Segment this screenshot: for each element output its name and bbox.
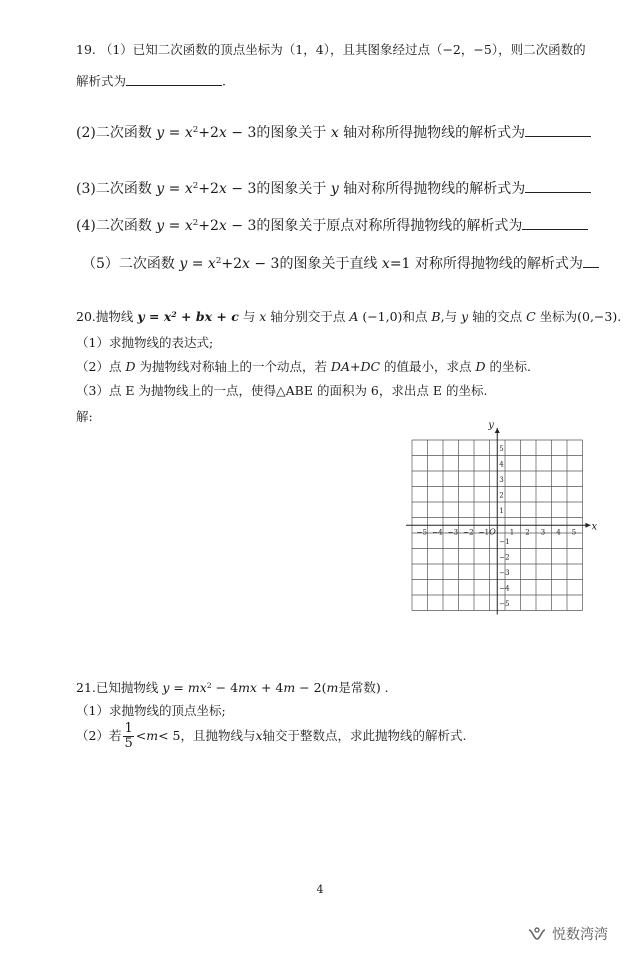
q19-part3: (3)二次函数 $y = x^2+2x - 3$的图象关于 y 轴对称所得抛物线的解析式为: [76, 180, 591, 196]
page-number: 4: [316, 883, 324, 896]
q20-sub3: （3）点 E 为抛物线上的一点，使得△ABE 的面积为 6，求出点 E 的坐标.: [76, 383, 488, 398]
y-tick-label: −2: [499, 553, 510, 562]
q21-sub2: （2）若 $\frac{1}{5}$ < m < 5，且抛物线与 x 轴交于整数点，求此抛物线的解析式.: [76, 721, 467, 751]
answer-blank[interactable]: [525, 124, 591, 137]
q19-part1-line2: 解析式为 .: [76, 73, 226, 89]
x-tick-label: −3: [447, 528, 459, 537]
y-tick-label: 3: [499, 475, 504, 484]
origin-label: O: [489, 527, 496, 537]
x-tick-label: 3: [540, 528, 546, 537]
answer-blank[interactable]: [126, 74, 222, 86]
q20-sub2: （2）点 D 为抛物线对称轴上的一个动点，若 DA+DC 的值最小，求点 D 的坐标.: [76, 359, 531, 374]
y-tick-label: −1: [499, 537, 510, 546]
q19-part1-line1: 19. （1）已知二次函数的顶点坐标为（1，4），且其图象经过点（−2，−5），则二次函数的: [76, 42, 586, 57]
q19-part5: （5）二次函数 $y = x^2+2x - 3$的图象关于直线 x=1 对称所得抛物线的解析式为: [82, 255, 599, 271]
y-tick-label: −3: [499, 568, 510, 577]
y-tick-label: 2: [499, 491, 504, 500]
y-tick-label: 1: [499, 506, 504, 515]
watermark-text: 悦数湾湾: [552, 927, 608, 943]
q21-stem: 21.已知抛物线 $y = mx^2 - 4mx + 4m - 2(m$是常数) .: [76, 680, 389, 695]
q20-stem: 20.抛物线 $y = x^2$ + bx + c 与 x 轴分别交于点 A (−1,0)和点 B,与 y 轴的交点 C 坐标为(0,−3).: [76, 309, 622, 324]
y-axis-arrow: [495, 428, 500, 433]
x-tick-label: −2: [463, 528, 474, 537]
q20-solution-label: 解:: [76, 409, 93, 424]
x-axis-arrow: [586, 523, 591, 528]
y-tick-label: 5: [499, 444, 504, 453]
y-tick-label: −5: [499, 599, 510, 608]
answer-blank[interactable]: [583, 255, 599, 268]
q20-sub1: （1）求抛物线的表达式;: [76, 335, 214, 350]
wechat-channel-icon: [528, 926, 546, 942]
x-tick-label: 2: [525, 528, 530, 537]
x-tick-label: −5: [416, 528, 428, 537]
coordinate-grid: [404, 418, 598, 608]
fraction: $\frac{1}{5}$: [124, 721, 133, 751]
y-tick-label: −4: [499, 584, 510, 593]
answer-blank[interactable]: [522, 217, 588, 230]
q19-part4: (4)二次函数 $y = x^2+2x - 3$的图象关于原点对称所得抛物线的解析式为: [76, 217, 588, 233]
y-tick-label: 4: [499, 460, 504, 469]
watermark: [528, 924, 608, 944]
x-tick-label: −1: [478, 528, 490, 537]
q21-sub1: （1）求抛物线的顶点坐标;: [76, 703, 226, 718]
x-axis-label: x: [591, 521, 598, 533]
answer-blank[interactable]: [525, 180, 591, 193]
y-axis-label: y: [488, 420, 494, 431]
x-tick-label: 1: [509, 528, 515, 537]
x-tick-label: 5: [571, 528, 577, 537]
q19-part2: (2)二次函数 $y = x^2+2x - 3$的图象关于 x 轴对称所得抛物线的解析式为: [76, 124, 591, 140]
x-tick-label: 4: [556, 528, 561, 537]
x-tick-label: −4: [432, 528, 443, 537]
